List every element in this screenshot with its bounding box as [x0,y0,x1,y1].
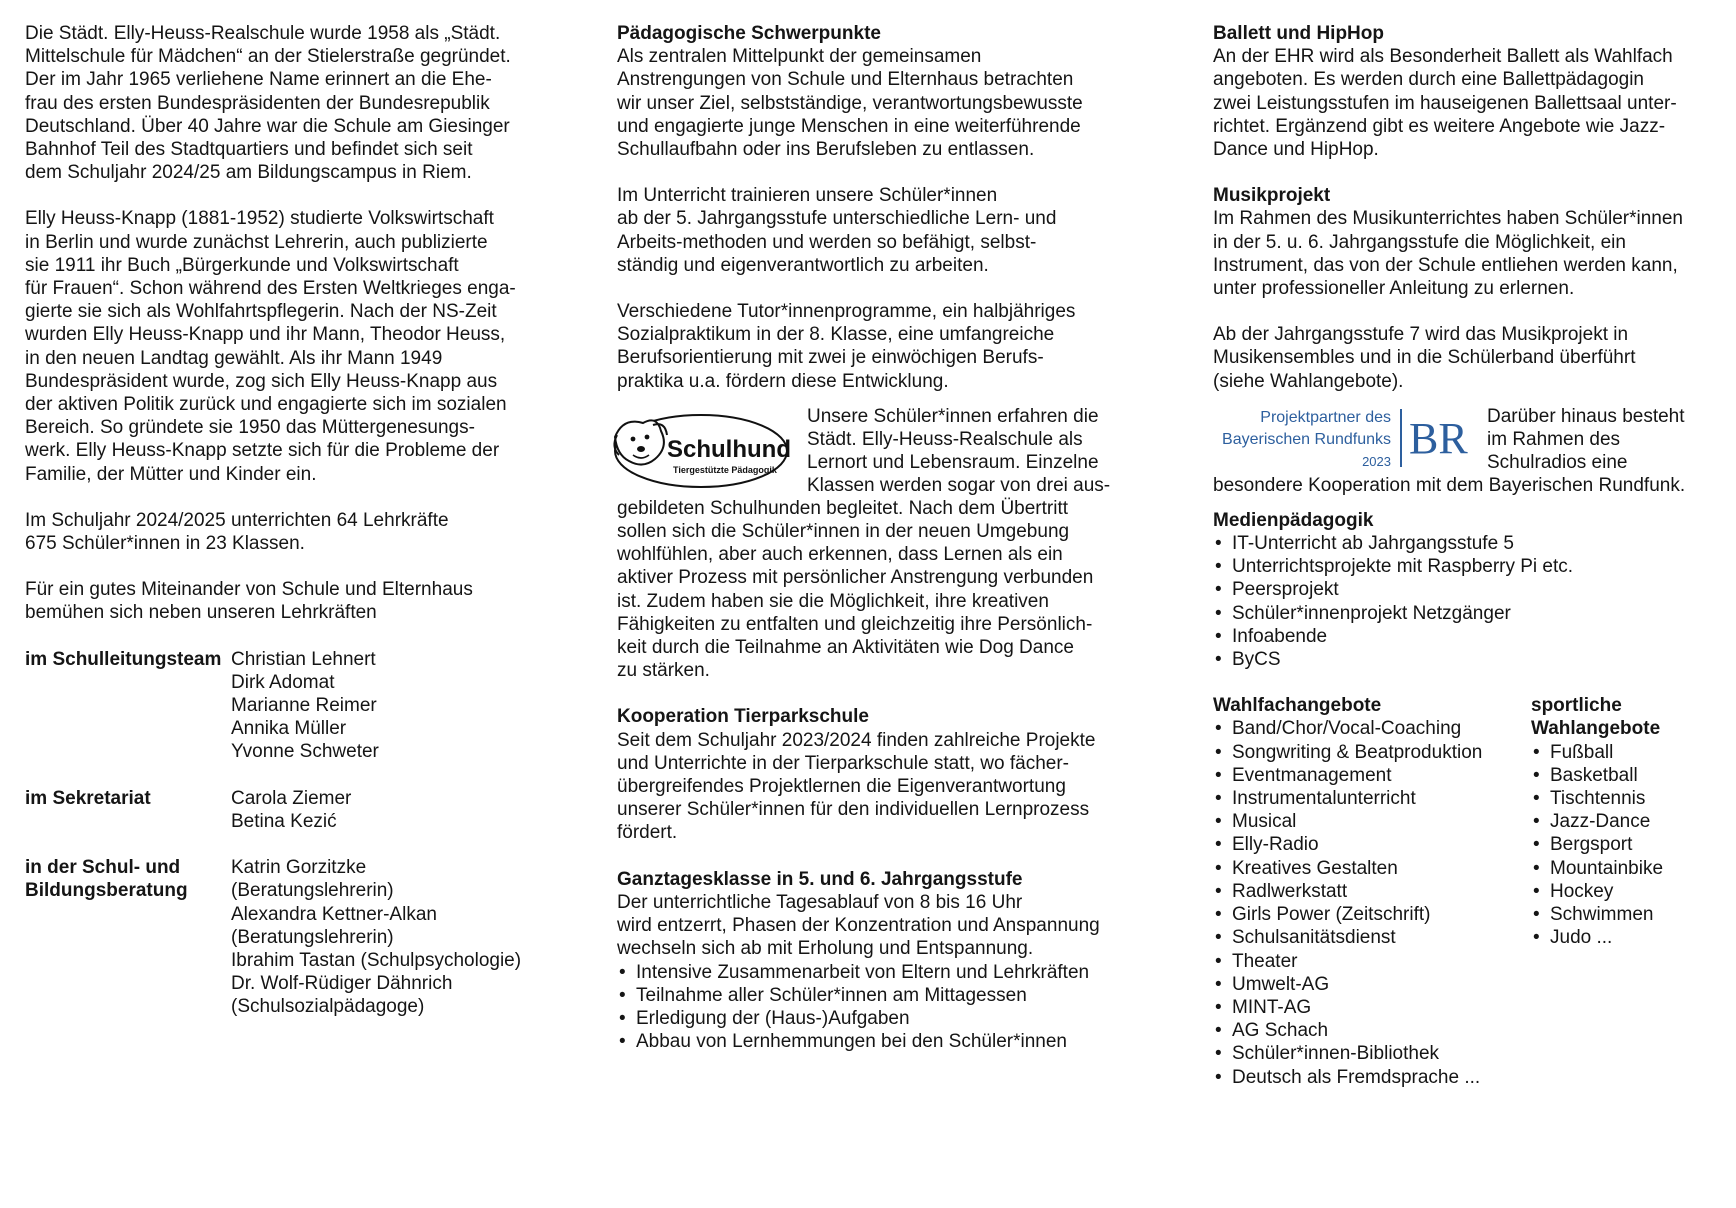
list-item: • Hockey [1531,880,1731,903]
text-line: Für ein gutes Miteinander von Schule und Elternhaus [25,579,473,601]
list-item: • Schüler*innenprojekt Netzgänger [1213,602,1733,625]
text-line: in den neuen Landtag gewählt. Als ihr Mann 1949 [25,347,443,369]
staff-name: Alexandra Kettner-Alkan [231,903,437,925]
staff-name: Dr. Wolf-Rüdiger Dähnrich [231,973,453,995]
text-line: Lernort und Lebensraum. Einzelne [807,452,1099,474]
text-line: Schullaufbahn oder ins Berufsleben zu entlassen. [617,139,1035,161]
column-history [25,22,585,1019]
tutor-paragraph [617,300,1157,393]
text-line: Städt. Elly-Heuss-Realschule als [807,429,1083,451]
section-heading: Musikprojekt [1213,185,1331,207]
text-line: bemühen sich neben unseren Lehrkräften [25,602,377,624]
text-line: Als zentralen Mittelpunkt der gemeinsamen [617,46,982,68]
biography-paragraph [25,207,585,485]
staff-group-leadership [25,648,585,764]
text-line: Instrument, das von der Schule entliehen werden kann, [1213,254,1678,276]
staff-role [25,787,231,833]
staff-names [231,856,521,1018]
list-item: • AG Schach [1213,1019,1531,1042]
list-item: • Eventmanagement [1213,764,1531,787]
text-line: sie 1911 ihr Buch „Bürgerkunde und Volkswirtschaft [25,254,459,276]
list-item: • Musical [1213,810,1531,833]
text-line: Sozialpraktikum in der 8. Klasse, eine umfangreiche [617,324,1055,346]
text-line: Klassen werden sogar von drei aus- [807,475,1111,497]
all-day-class-paragraph [617,891,1157,961]
staff-name: Ibrahim Tastan (Schulpsychologie) [231,949,522,971]
text-line: Im Rahmen des Musikunterrichtes haben Schüler*innen [1213,208,1683,230]
section-heading: sportliche [1531,695,1622,717]
text-line: wir unser Ziel, selbstständige, verantwortungsbewusste [617,92,1083,114]
role-label: Bildungsberatung [25,880,188,902]
br-partner-section [1213,405,1733,497]
staff-name: Christian Lehnert [231,648,376,670]
text-line: unter professioneller Anleitung zu erlernen. [1213,278,1575,300]
text-line: für Frauen“. Schon während des Ersten Weltkrieges enga- [25,278,516,300]
list-item: • Mountainbike [1531,857,1731,880]
text-line: Elly Heuss-Knapp (1881-1952) studierte Volkswirtschaft [25,208,494,230]
dog-icon [614,420,667,464]
section-heading: Ballett und HipHop [1213,23,1384,44]
list-item: • Abbau von Lernhemmungen bei den Schüler*innen [617,1030,1157,1053]
staff-names [231,648,379,764]
text-line: Ab der Jahrgangsstufe 7 wird das Musikprojekt in [1213,324,1629,346]
text-line: Deutschland. Über 40 Jahre war die Schule am Giesinger [25,115,510,137]
staff-name: Katrin Gorzitzke [231,857,367,879]
school-dog-paragraph [617,497,1157,683]
text-line: Mittelschule für Mädchen“ an der Stielerstraße gegründet. [25,46,511,68]
list-item: • Unterrichtsprojekte mit Raspberry Pi etc. [1213,555,1733,578]
text-line: angeboten. Es werden durch eine Ballettpädagogin [1213,69,1644,91]
caption-line: Bayerischen Rundfunks [1222,430,1391,448]
staff-group-counseling [25,856,585,1018]
list-item: • IT-Unterricht ab Jahrgangsstufe 5 [1213,532,1733,555]
br-mark-text: BR [1409,413,1468,463]
list-item: • Radlwerkstatt [1213,880,1531,903]
text-line: gebildeten Schulhunden begleitet. Nach dem Übertritt [617,497,1069,519]
text-line: Berufsorientierung mit zwei je einwöchigen Berufs- [617,347,1044,369]
section-heading: Pädagogische Schwerpunkte [617,23,881,44]
text-line: zu stärken. [617,660,710,682]
staff-name: Carola Ziemer [231,787,352,809]
sports-column [1531,694,1731,1088]
text-line: Im Schuljahr 2024/2025 unterrichten 64 Lehrkräfte [25,509,449,531]
br-partner-caption [1213,407,1391,473]
methods-paragraph [617,184,1157,277]
text-line: in der 5. u. 6. Jahrgangsstufe die Möglichkeit, ein [1213,231,1626,253]
text-line: wurden Elly Heuss-Knapp und ihr Mann, Theodor Heuss, [25,324,506,346]
staff-group-secretariat [25,787,585,833]
staff-name: Marianne Reimer [231,695,377,717]
list-item: • Judo ... [1531,926,1731,949]
text-line: dem Schuljahr 2024/25 am Bildungscampus in Riem. [25,162,472,184]
list-item: • Schulsanitätsdienst [1213,926,1531,949]
text-line: Im Unterricht trainieren unsere Schüler*innen [617,185,998,207]
text-line: zwei Leistungsstufen im hauseigenen Ballettsaal unter- [1213,92,1677,114]
column-pedagogy [617,22,1157,1053]
sports-bullet-list [1531,741,1731,950]
text-line: Arbeits-methoden und werden so befähigt, selbst- [617,231,1037,253]
text-line: unserer Schüler*innen für den individuellen Lernprozess [617,799,1090,821]
list-item: • Infoabende [1213,625,1733,648]
text-line: Bereich. So gründete sie 1950 das Müttergenesungs- [25,417,475,439]
ballet-paragraph [1213,45,1733,161]
list-item: • Fußball [1531,741,1731,764]
section-heading: Medienpädagogik [1213,509,1374,531]
text-line: Darüber hinaus besteht [1487,405,1685,427]
role-label: in der Schul- und [25,857,181,879]
section-heading: Ganztagesklasse in 5. und 6. Jahrgangsstufe [617,868,1023,890]
cooperation-paragraph [25,578,585,624]
text-line: ab der 5. Jahrgangsstufe unterschiedliche Lern- und [617,208,1057,230]
text-line: Fähigkeiten zu entfalten und gleichzeitig ihre Persönlich- [617,613,1093,635]
text-line: Bahnhof Teil des Stadtquartiers und befindet sich seit [25,139,473,161]
list-item: • Teilnahme aller Schüler*innen am Mittagessen [617,984,1157,1007]
text-line: Bundespräsident wurde, zog sich Elly Heuss-Knapp aus [25,370,498,392]
text-line: sollen sich die Schüler*innen in der neuen Umgebung [617,521,1070,543]
column-offers [1213,22,1733,1089]
text-line: Dance und HipHop. [1213,139,1379,161]
text-line: An der EHR wird als Besonderheit Ballett als Wahlfach [1213,46,1673,68]
section-heading: Kooperation Tierparkschule [617,706,869,728]
list-item: • Songwriting & Beatproduktion [1213,741,1531,764]
school-dog-side-text [807,405,1110,498]
list-item: • Umwelt-AG [1213,973,1531,996]
section-heading: Wahlangebote [1531,718,1661,740]
text-line: der aktiven Politik zurück und engagierte sich im sozialen [25,394,507,416]
list-item: • Intensive Zusammenarbeit von Eltern und Lehrkräften [617,961,1157,984]
stats-paragraph [25,509,585,555]
text-line: frau des ersten Bundespräsidenten der Bundesrepublik [25,92,490,114]
text-line: praktika u.a. fördern diese Entwicklung. [617,370,949,392]
list-item: • Instrumentalunterricht [1213,787,1531,810]
list-item: • Erledigung der (Haus-)Aufgaben [617,1007,1157,1030]
text-line: Musikensembles und in die Schülerband überführt [1213,347,1636,369]
text-line: besondere Kooperation mit dem Bayerischen Rundfunk. [1213,474,1686,496]
music-paragraph [1213,207,1733,300]
list-item: • Jazz-Dance [1531,810,1731,833]
list-item: • ByCS [1213,648,1733,671]
staff-name: (Beratungslehrerin) [231,926,394,948]
staff-role [25,648,231,764]
list-item: • Band/Chor/Vocal-Coaching [1213,717,1531,740]
text-line: gierte sie sich als Wohlfahrtspflegerin. Nach der NS-Zeit [25,301,497,323]
text-line: wohlfühlen, aber auch erkennen, dass Lernen als ein [617,544,1063,566]
all-day-bullet-list [617,961,1157,1054]
offers-two-column [1213,694,1733,1088]
zoo-school-paragraph [617,729,1157,845]
text-line: Der unterrichtliche Tagesablauf von 8 bis 16 Uhr [617,891,1023,913]
text-line: im Rahmen des [1487,429,1621,451]
list-item: • Peersprojekt [1213,578,1733,601]
text-line: in Berlin und wurde zunächst Lehrerin, auch publizierte [25,231,488,253]
text-line: 675 Schüler*innen in 23 Klassen. [25,533,305,555]
media-bullet-list [1213,532,1733,671]
text-line: richtet. Ergänzend gibt es weitere Angebote wie Jazz- [1213,115,1666,137]
text-line: Die Städt. Elly-Heuss-Realschule wurde 1958 als „Städt. [25,23,501,44]
section-heading: Wahlfachangebote [1213,695,1382,717]
list-item: • Bergsport [1531,833,1731,856]
intro-paragraph [25,22,585,184]
caption-line: Projektpartner des [1260,408,1391,426]
list-item: • Schüler*innen-Bibliothek [1213,1042,1531,1065]
list-item: • Girls Power (Zeitschrift) [1213,903,1531,926]
br-logo-icon [1399,407,1468,469]
text-line: wird entzerrt, Phasen der Konzentration und Anspannung [617,915,1100,937]
staff-name: (Beratungslehrerin) [231,880,394,902]
list-item: • Theater [1213,950,1531,973]
caption-line: 2023 [1362,453,1391,469]
staff-name: Betina Kezić [231,810,337,832]
text-line: und Unterrichte in der Tierparkschule statt, wo fächer- [617,752,1069,774]
text-line: Der im Jahr 1965 verliehene Name erinnert an die Ehe- [25,69,492,91]
logo-subtitle: Tiergestützte Pädagogik [673,464,777,475]
list-item: • Elly-Radio [1213,833,1531,856]
role-label: im Schulleitungsteam [25,648,222,670]
text-line: werk. Elly Heuss-Knapp setzte sich für die Probleme der [25,440,500,462]
staff-name: Annika Müller [231,718,347,740]
text-line: Familie, der Mütter und Kinder ein. [25,463,317,485]
text-line: ist. Zudem haben sie die Möglichkeit, ihre kreativen [617,590,1049,612]
text-line: (siehe Wahlangebote). [1213,370,1404,392]
text-line: Verschiedene Tutor*innenprogramme, ein halbjähriges [617,301,1076,323]
text-line: ständig und eigenverantwortlich zu arbeiten. [617,254,989,276]
list-item: • MINT-AG [1213,996,1531,1019]
text-line: keit durch die Teilnahme an Aktivitäten wie Dog Dance [617,637,1074,659]
list-item: • Schwimmen [1531,903,1731,926]
role-label: im Sekretariat [25,787,151,809]
text-line: Schulradios eine [1487,452,1628,474]
schulhund-logo [609,407,789,491]
text-line: und engagierte junge Menschen in eine weiterführende [617,115,1081,137]
text-line: aktiver Prozess mit persönlicher Anstrengung verbunden [617,567,1094,589]
list-item: • Deutsch als Fremdsprache ... [1213,1066,1531,1089]
text-line: Seit dem Schuljahr 2023/2024 finden zahlreiche Projekte [617,729,1096,751]
br-side-text [1487,405,1685,475]
staff-names [231,787,351,833]
pedagogy-paragraph [617,45,1157,161]
electives-column [1213,694,1531,1088]
staff-name: Yvonne Schweter [231,741,379,763]
staff-role [25,856,231,1018]
text-line: Unsere Schüler*innen erfahren die [807,405,1099,427]
text-line: fördert. [617,822,678,844]
text-line: Anstrengungen von Schule und Elternhaus betrachten [617,69,1074,91]
school-dog-section [617,405,1157,497]
logo-title: Schulhund [667,435,791,463]
electives-bullet-list [1213,717,1531,1088]
staff-name: Dirk Adomat [231,671,335,693]
staff-name: (Schulsozialpädagoge) [231,996,425,1018]
music-ensemble-paragraph [1213,323,1733,393]
list-item: • Basketball [1531,764,1731,787]
text-line: wechseln sich ab mit Erholung und Entspannung. [617,938,1034,960]
list-item: • Tischtennis [1531,787,1731,810]
text-line: übergreifendes Projektlernen die Eigenverantwortung [617,776,1066,798]
list-item: • Kreatives Gestalten [1213,857,1531,880]
